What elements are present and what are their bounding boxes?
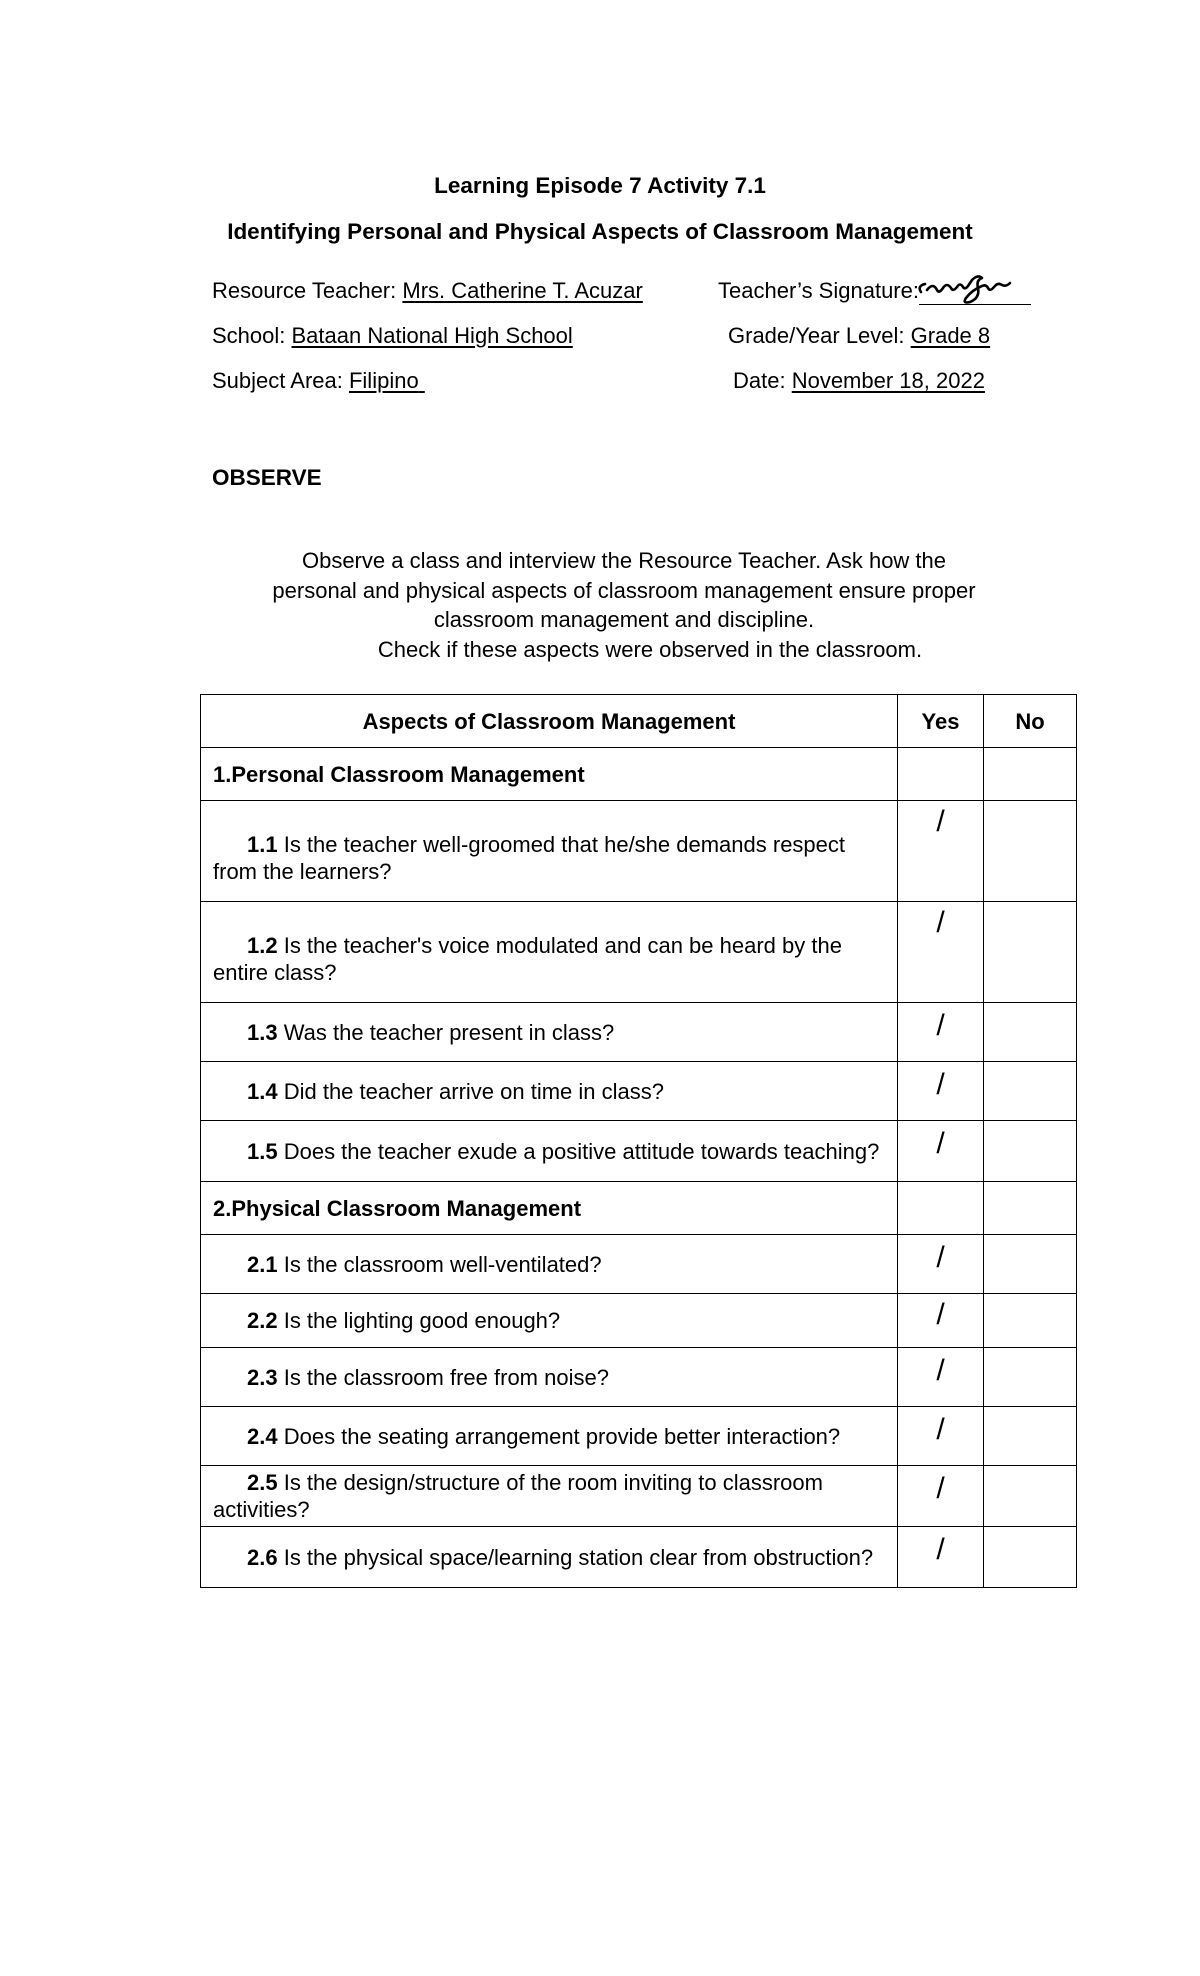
yes-cell <box>898 1182 984 1235</box>
yes-check-mark: / <box>898 1466 984 1527</box>
table-row <box>201 1407 1077 1466</box>
table-header-row <box>201 695 1077 748</box>
item-number: 1.2 <box>247 933 278 958</box>
signature-field <box>718 278 1031 305</box>
table-row <box>201 1527 1077 1588</box>
instruction-line-2: personal and physical aspects of classroom management ensure proper <box>272 577 976 603</box>
item-number: 1.4 <box>247 1078 278 1104</box>
no-cell <box>984 1182 1077 1235</box>
column-header-yes: Yes <box>898 695 984 748</box>
question-cell <box>201 1466 898 1527</box>
yes-check-mark: / <box>898 1235 984 1294</box>
grade-label: Grade/Year Level: <box>728 323 911 348</box>
no-cell <box>984 1062 1077 1121</box>
no-cell <box>984 748 1077 801</box>
question-text: Is the physical space/learning station clear from obstruction? <box>277 1544 874 1570</box>
document-title: Learning Episode 7 Activity 7.1 <box>434 173 766 198</box>
item-number: 2.2 <box>247 1308 278 1333</box>
question-cell <box>201 1527 898 1588</box>
no-cell <box>984 1407 1077 1466</box>
yes-check-mark: / <box>898 902 984 1003</box>
question-text: Does the seating arrangement provide better interaction? <box>277 1423 841 1449</box>
question-text: Is the classroom well-ventilated? <box>277 1251 602 1277</box>
item-number: 2.4 <box>247 1423 278 1449</box>
table-row <box>201 1235 1077 1294</box>
subject-value: Filipino <box>348 368 419 393</box>
instruction-line-3: classroom management and discipline. <box>433 607 815 632</box>
yes-check-mark: / <box>898 1121 984 1182</box>
question-text: Is the lighting good enough? <box>277 1308 561 1333</box>
section-row-personal <box>201 748 1077 801</box>
grade-value: Grade 8 <box>910 323 991 348</box>
item-number: 2.6 <box>247 1544 278 1570</box>
question-text: Does the teacher exude a positive attitude towards teaching? <box>277 1138 880 1164</box>
table-row <box>201 1348 1077 1407</box>
school-value: Bataan National High School <box>291 323 573 348</box>
question-text: Is the design/structure of the room inviting to classroom activities? <box>213 1470 823 1522</box>
no-cell <box>984 1466 1077 1527</box>
column-header-aspects: Aspects of Classroom Management <box>201 695 898 748</box>
question-cell <box>201 1235 898 1294</box>
no-cell <box>984 1348 1077 1407</box>
question-cell <box>201 801 898 902</box>
no-cell <box>984 1121 1077 1182</box>
item-number: 2.5 <box>247 1470 278 1495</box>
question-cell <box>201 1121 898 1182</box>
question-cell <box>201 1407 898 1466</box>
question-text: Is the teacher well-groomed that he/she demands respect from the learners? <box>213 832 846 884</box>
school-field <box>212 323 573 349</box>
handwritten-signature <box>915 268 1035 308</box>
signature-label: Teacher’s Signature: <box>718 278 919 303</box>
school-label: School: <box>212 323 292 348</box>
grade-field <box>728 323 990 349</box>
item-number: 2.1 <box>247 1251 278 1277</box>
question-text: Did the teacher arrive on time in class? <box>277 1078 664 1104</box>
date-label: Date: <box>733 368 792 393</box>
item-number: 1.1 <box>247 832 278 857</box>
yes-check-mark: / <box>898 1348 984 1407</box>
question-cell <box>201 1062 898 1121</box>
yes-cell <box>898 748 984 801</box>
table-row <box>201 1003 1077 1062</box>
date-value: November 18, 2022 <box>791 368 985 393</box>
yes-check-mark: / <box>898 1527 984 1588</box>
yes-check-mark: / <box>898 1062 984 1121</box>
section-title-personal: 1.Personal Classroom Management <box>201 748 898 801</box>
no-cell <box>984 801 1077 902</box>
instructions <box>240 546 1008 664</box>
date-field <box>733 368 985 394</box>
yes-check-mark: / <box>898 1003 984 1062</box>
table-row <box>201 1294 1077 1348</box>
no-cell <box>984 1527 1077 1588</box>
table-row <box>201 1466 1077 1527</box>
question-cell <box>201 902 898 1003</box>
subject-field <box>212 368 425 394</box>
document-subtitle: Identifying Personal and Physical Aspects of Classroom Management <box>227 219 973 244</box>
section-row-physical <box>201 1182 1077 1235</box>
item-number: 1.3 <box>247 1019 278 1045</box>
item-number: 2.3 <box>247 1364 278 1390</box>
no-cell <box>984 1235 1077 1294</box>
question-cell <box>201 1294 898 1348</box>
resource-teacher-field <box>212 278 643 304</box>
table-row <box>201 1121 1077 1182</box>
column-header-no: No <box>984 695 1077 748</box>
question-text: Is the classroom free from noise? <box>277 1364 609 1390</box>
question-cell <box>201 1348 898 1407</box>
table-row <box>201 801 1077 902</box>
checklist-table <box>200 694 1077 1588</box>
no-cell <box>984 902 1077 1003</box>
question-text: Is the teacher's voice modulated and can be heard by the entire class? <box>213 933 842 985</box>
resource-teacher-value: Mrs. Catherine T. Acuzar <box>402 278 643 303</box>
section-title-physical: 2.Physical Classroom Management <box>201 1182 898 1235</box>
instruction-line-4: Check if these aspects were observed in the classroom. <box>377 636 923 662</box>
yes-check-mark: / <box>898 801 984 902</box>
signature-line <box>919 278 1031 305</box>
no-cell <box>984 1003 1077 1062</box>
table-row <box>201 902 1077 1003</box>
resource-teacher-label: Resource Teacher: <box>212 278 403 303</box>
subject-label: Subject Area: <box>212 368 349 393</box>
yes-check-mark: / <box>898 1407 984 1466</box>
question-text: Was the teacher present in class? <box>277 1019 615 1045</box>
no-cell <box>984 1294 1077 1348</box>
item-number: 1.5 <box>247 1138 278 1164</box>
table-row <box>201 1062 1077 1121</box>
instruction-line-1: Observe a class and interview the Resource Teacher. Ask how the <box>301 548 947 573</box>
yes-check-mark: / <box>898 1294 984 1348</box>
question-cell <box>201 1003 898 1062</box>
observe-heading: OBSERVE <box>212 465 322 490</box>
